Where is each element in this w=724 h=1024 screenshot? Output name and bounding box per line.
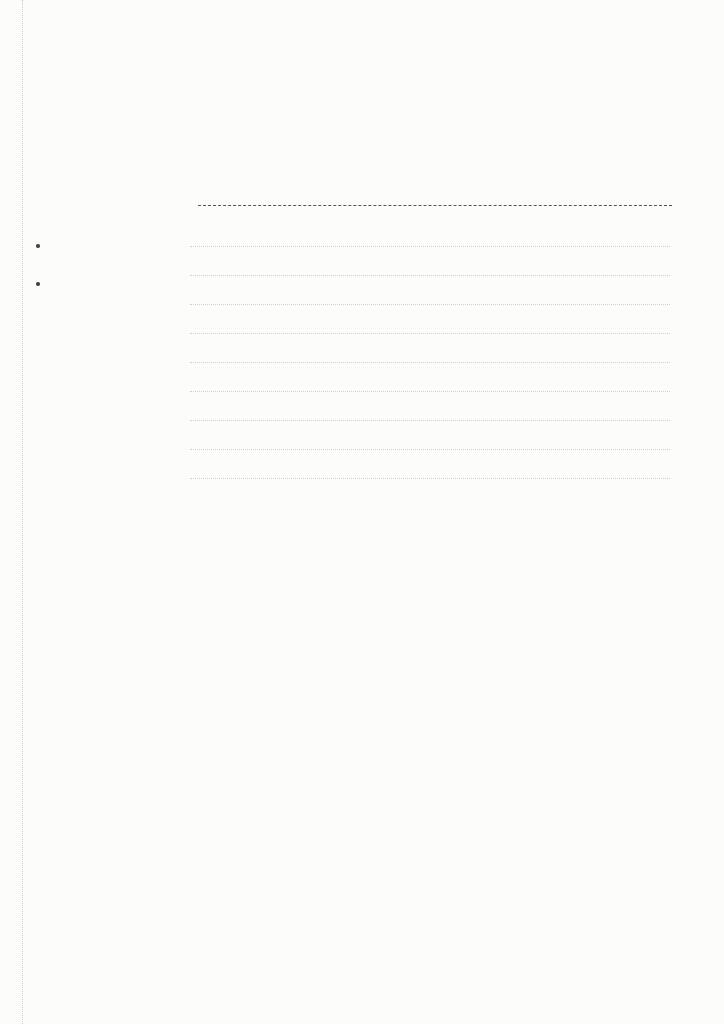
header-rule — [198, 205, 672, 206]
section-heading — [190, 427, 670, 450]
section-heading — [190, 253, 670, 276]
page-number — [608, 870, 632, 886]
paragraph — [190, 222, 670, 247]
section-heading — [190, 311, 670, 334]
paragraph — [190, 280, 670, 305]
page-body — [190, 222, 670, 485]
paragraph — [190, 396, 670, 421]
paragraph — [190, 454, 670, 479]
scan-edge-marks — [22, 0, 25, 1024]
section-heading — [190, 369, 670, 392]
paragraph — [190, 338, 670, 363]
margin-mark — [36, 244, 40, 248]
margin-mark — [36, 282, 40, 286]
